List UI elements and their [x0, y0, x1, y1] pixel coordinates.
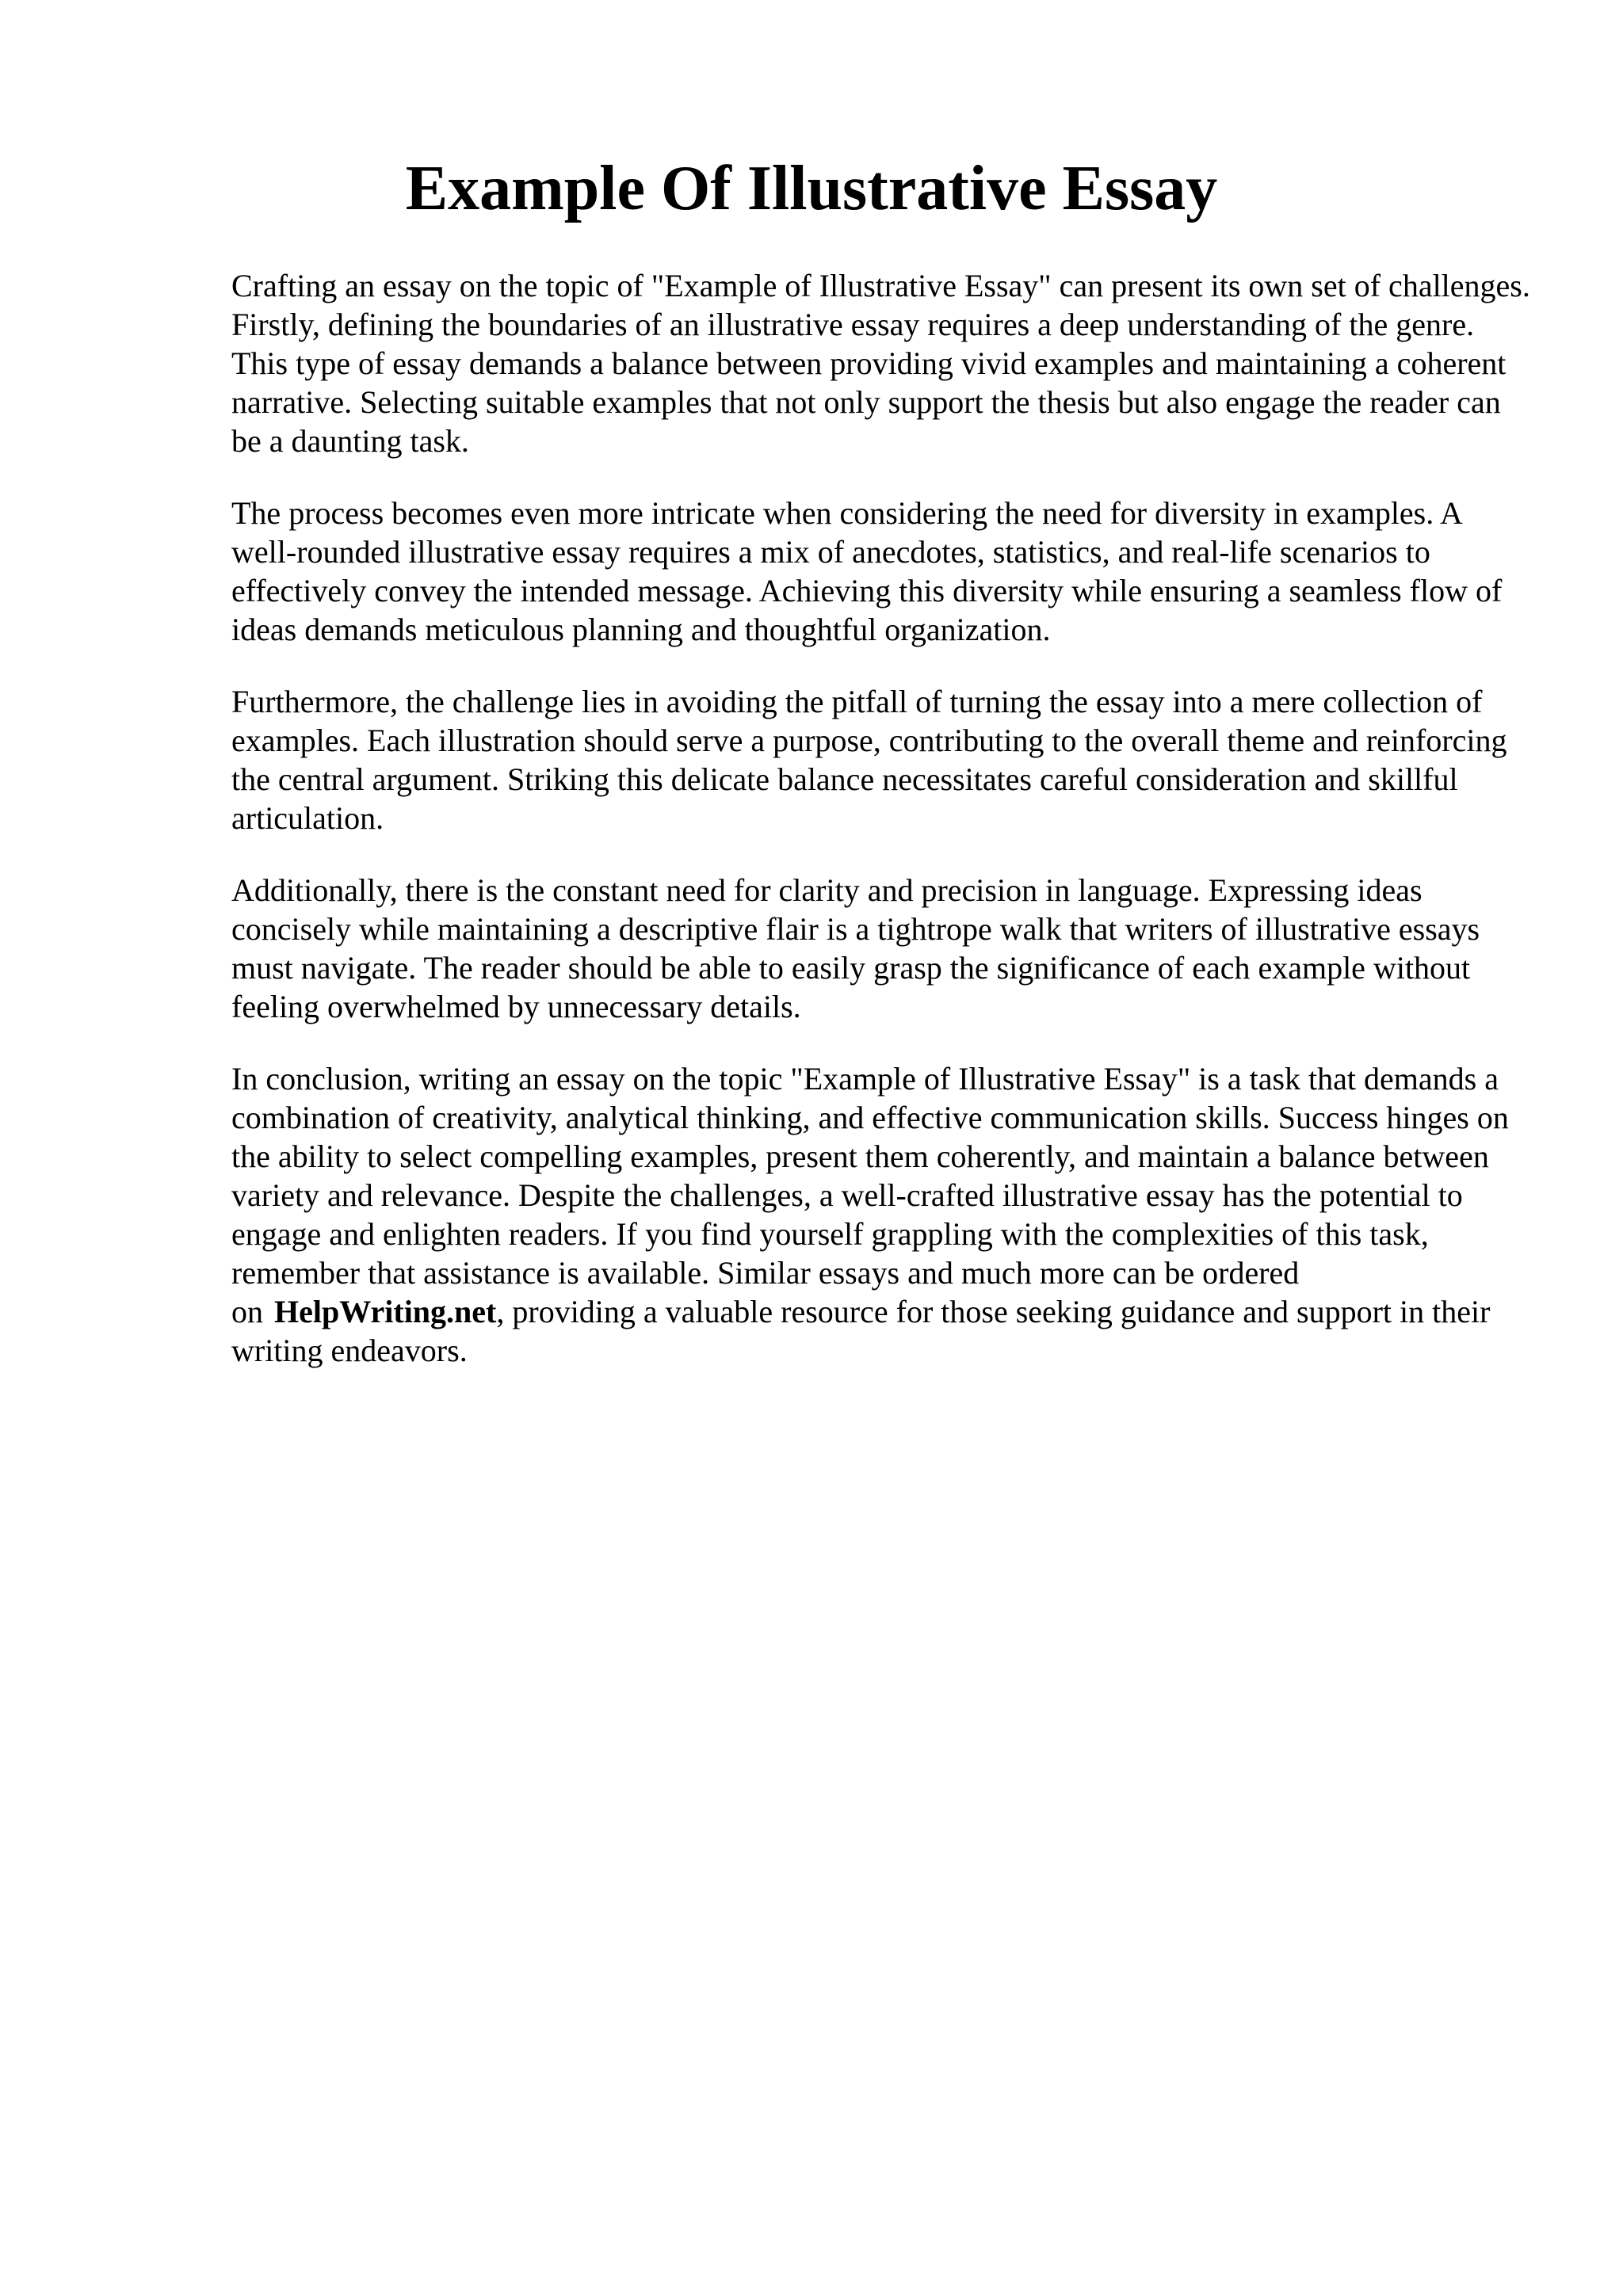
document-body: [231, 266, 1531, 1403]
paragraph-1: Crafting an essay on the topic of "Example of Illustrative Essay" can present its own set of challenges. Firstly, defining the boundaries of an illustrative essay requires a deep understanding of the genre. This type of essay demands a balance between providing vivid examples and maintaining a coherent narrative. Selecting suitable examples that not only support the thesis but also engage the reader can be a daunting task.: [231, 268, 1530, 459]
helpwriting-link[interactable]: HelpWriting.net: [274, 1294, 497, 1329]
paragraph-2: The process becomes even more intricate when considering the need for diversity in examples. A well-rounded illustrative essay requires a mix of anecdotes, statistics, and real-life scenarios to effectively convey the intended message. Achieving this diversity while ensuring a seamless flow of ideas demands meticulous planning and thoughtful organization.: [231, 495, 1503, 647]
paragraph-conclusion: [231, 1059, 1531, 1370]
conclusion-text: In conclusion, writing an essay on the topic "Example of Illustrative Essay" is a task that demands a combination of creativity, analytical thinking, and effective communication skills. Success hinges on the ability to select compelling examples, present them coherently, and maintain a balance between variety and relevance. Despite the challenges, a well-crafted illustrative essay has the potential to engage and enlighten readers. If you find yourself grappling with the complexities of this task, remember that assistance is available. Similar essays and much more can be ordered on: [231, 1061, 1509, 1329]
conclusion-tail: , providing a valuable resource for those seeking guidance and support in their writing endeavors.: [231, 1294, 1491, 1368]
paragraph-4: Additionally, there is the constant need for clarity and precision in language. Expressing ideas concisely while maintaining a descriptive flair is a tightrope walk that writers of illustrative essays must navigate. The reader should be able to easily grasp the significance of each example without feeling overwhelmed by unnecessary details.: [231, 872, 1480, 1024]
document-title: Example Of Illustrative Essay: [405, 154, 1218, 223]
paragraph-3: Furthermore, the challenge lies in avoiding the pitfall of turning the essay into a mere collection of examples. Each illustration should serve a purpose, contributing to the overall theme and reinforcing the central argument. Striking this delicate balance necessitates careful consideration and skillful articulation.: [231, 684, 1507, 836]
